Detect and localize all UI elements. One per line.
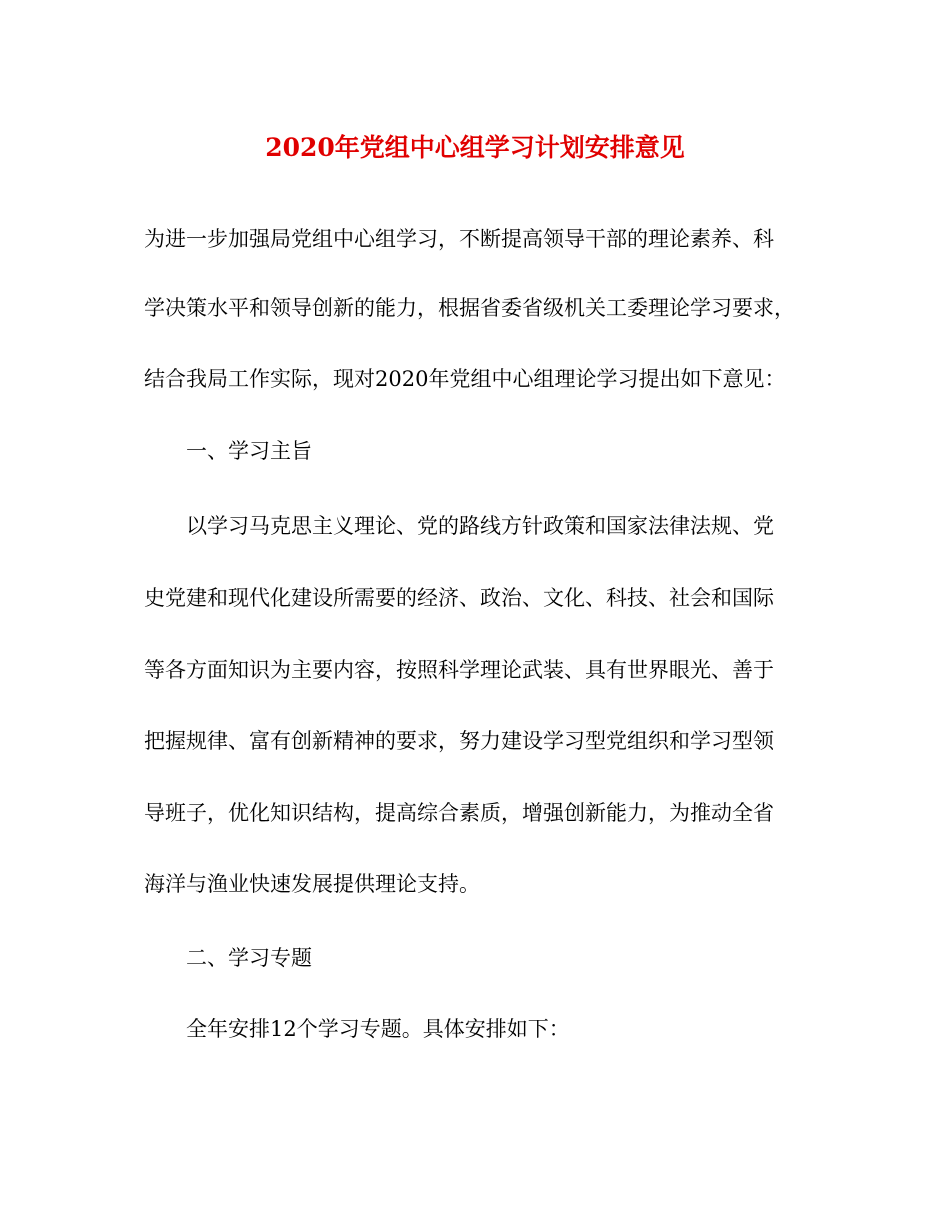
paragraph-purpose-line-3: 等各方面知识为主要内容，按照科学理论武装、具有世界眼光、善于 [144, 658, 774, 682]
paragraph-intro-line-3: 结合我局工作实际，现对2020年党组中心组理论学习提出如下意见： [144, 367, 786, 391]
paragraph-purpose-line-2: 史党建和现代化建设所需要的经济、政治、文化、科技、社会和国际 [144, 586, 774, 610]
paragraph-topics-line-1: 全年安排12个学习专题。具体安排如下： [186, 1017, 570, 1041]
paragraph-purpose-line-5: 导班子，优化知识结构，提高综合素质，增强创新能力，为推动全省 [144, 801, 774, 825]
paragraph-purpose-line-6: 海洋与渔业快速发展提供理论支持。 [144, 872, 480, 896]
section-heading-2: 二、学习专题 [186, 946, 312, 970]
paragraph-intro-line-2: 学决策水平和领导创新的能力，根据省委省级机关工委理论学习要求， [144, 296, 795, 320]
paragraph-purpose-line-4: 把握规律、富有创新精神的要求，努力建设学习型党组织和学习型领 [144, 729, 774, 753]
paragraph-intro-line-1: 为进一步加强局党组中心组学习，不断提高领导干部的理论素养、科 [144, 227, 774, 251]
document-title: 2020年党组中心组学习计划安排意见 [265, 133, 685, 162]
paragraph-purpose-line-1: 以学习马克思主义理论、党的路线方针政策和国家法律法规、党 [186, 514, 774, 538]
section-heading-1: 一、学习主旨 [186, 439, 312, 463]
